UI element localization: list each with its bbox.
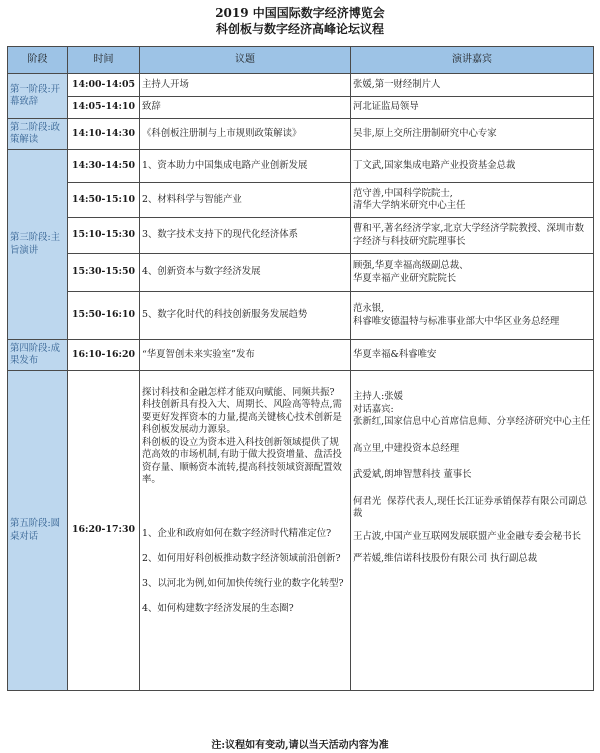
speaker-cell: 丁文武,国家集成电路产业投资基金总裁 [351, 150, 594, 183]
guest-name: 严若媛, [353, 553, 385, 564]
time-cell: 14:10-14:30 [68, 119, 140, 150]
topic-cell: 主持人开场 [140, 74, 351, 97]
speaker-cell: 范守善,中国科学院院士, 清华大学纳米研究中心主任 [351, 183, 594, 218]
guest-title: 保荐代表人,现任长江证券承销保荐有限公司副总裁 [353, 495, 587, 519]
topic-cell: “华夏智创未来实验室”发布 [140, 340, 351, 371]
time-cell: 14:30-14:50 [68, 150, 140, 183]
guest-entry [353, 553, 591, 566]
time-cell: 14:05-14:10 [68, 97, 140, 119]
column-header-topic: 议题 [140, 47, 351, 74]
guest-name: 张新红, [353, 416, 385, 427]
table-row [8, 218, 594, 254]
table-row [8, 371, 594, 691]
column-header-stage: 阶段 [8, 47, 68, 74]
topic-cell: 1、资本助力中国集成电路产业创新发展 [140, 150, 351, 183]
table-row [8, 74, 594, 97]
roundtable-guests-label: 对话嘉宾: [353, 403, 394, 415]
table-row [8, 97, 594, 119]
time-cell: 15:10-15:30 [68, 218, 140, 254]
time-cell: 15:50-16:10 [68, 292, 140, 340]
roundtable-question: 1、企业和政府如何在数字经济时代精准定位? [142, 527, 332, 539]
speaker-cell: 顾强,华夏幸福高级副总裁、 华夏幸福产业研究院院长 [351, 254, 594, 292]
footnote: 注:议程如有变动,请以当天活动内容为准 [211, 740, 389, 751]
agenda-table [7, 46, 594, 691]
stage-label: 第四阶段:成果发布 [8, 340, 68, 371]
topic-cell: 《科创板注册制与上市规则政策解读》 [140, 119, 351, 150]
table-row [8, 119, 594, 150]
guest-name: 武爱斌, [353, 469, 385, 480]
table-row [8, 183, 594, 218]
time-cell: 16:20-17:30 [68, 371, 140, 691]
guest-title: 中国产业互联网发展联盟产业金融专委会秘书长 [384, 530, 581, 542]
time-cell: 15:30-15:50 [68, 254, 140, 292]
guest-name: 高立里, [353, 442, 385, 454]
column-header-time: 时间 [68, 47, 140, 74]
table-row [8, 254, 594, 292]
time-cell: 14:50-15:10 [68, 183, 140, 218]
stage-label: 第一阶段:开幕致辞 [8, 74, 68, 119]
roundtable-speaker-cell [351, 371, 594, 691]
table-header-row [8, 47, 594, 74]
guest-entry [353, 496, 591, 521]
speaker-cell: 曹和平,著名经济学家,北京大学经济学院教授、深圳市数字经济与科技研究院理事长 [351, 218, 594, 254]
speaker-cell: 河北证监局领导 [351, 97, 594, 119]
topic-cell: 3、数字技术支持下的现代化经济体系 [140, 218, 351, 254]
roundtable-topic-cell [140, 371, 351, 691]
table-row [8, 292, 594, 340]
guest-title: 维信诺科技股份有限公司 执行副总裁 [384, 553, 538, 564]
topic-cell: 致辞 [140, 97, 351, 119]
roundtable-question: 3、以河北为例,如何加快传统行业的数字化转型? [142, 577, 344, 589]
roundtable-host: 主持人:张媛 [353, 391, 404, 402]
stage-label: 第五阶段:圆桌对话 [8, 371, 68, 691]
roundtable-question: 2、如何用好科创板推动数字经济领域前沿创新? [142, 552, 341, 564]
stage-label: 第二阶段:政策解读 [8, 119, 68, 150]
guest-entry [353, 416, 591, 429]
guest-name: 王占波, [353, 530, 385, 542]
roundtable-intro: 探讨科技和金融怎样才能双向赋能、同频共振? 科技创新具有投入大、周期长、风险高等特点,需要更好发挥资本的力量,提高关键核心技术创新是科创板发展动力源泉。 科创板的设立为资本进入科技创新领域提供了规范高效的市场机制,有助于做大投资增量、盘活投资存量、顺畅资本流转,提高科技领域资源配置效率。 [142, 386, 342, 485]
guest-name: 何君光 [353, 495, 382, 507]
roundtable-question: 4、如何构建数字经济发展的生态圈? [142, 602, 294, 614]
time-cell: 14:00-14:05 [68, 74, 140, 97]
topic-cell: 2、材料科学与智能产业 [140, 183, 351, 218]
table-row [8, 150, 594, 183]
header-line-2: 科创板与数字经济高峰论坛议程 [215, 22, 384, 36]
guest-title: 朗坤智慧科技 董事长 [384, 469, 472, 480]
guest-title: 中建投资本总经理 [384, 442, 460, 454]
column-header-speaker: 演讲嘉宾 [351, 47, 594, 74]
speaker-cell: 华夏幸福&科睿唯安 [351, 340, 594, 371]
guest-entry [353, 443, 591, 456]
speaker-cell: 吴非,原上交所注册制研究中心专家 [351, 119, 594, 150]
topic-cell: 4、创新资本与数字经济发展 [140, 254, 351, 292]
stage-label: 第三阶段:主旨演讲 [8, 150, 68, 340]
table-row [8, 340, 594, 371]
speaker-cell: 张媛,第一财经制片人 [351, 74, 594, 97]
header-line-1: 2019 中国国际数字经济博览会 [215, 6, 385, 20]
guest-entry [353, 469, 591, 482]
speaker-cell: 范永银, 科睿唯安德温特与标准事业部大中华区业务总经理 [351, 292, 594, 340]
guest-title: 国家信息中心首席信息师、分享经济研究中心主任 [384, 416, 591, 427]
topic-cell: 5、数字化时代的科技创新服务发展趋势 [140, 292, 351, 340]
time-cell: 16:10-16:20 [68, 340, 140, 371]
guest-entry [353, 531, 591, 544]
